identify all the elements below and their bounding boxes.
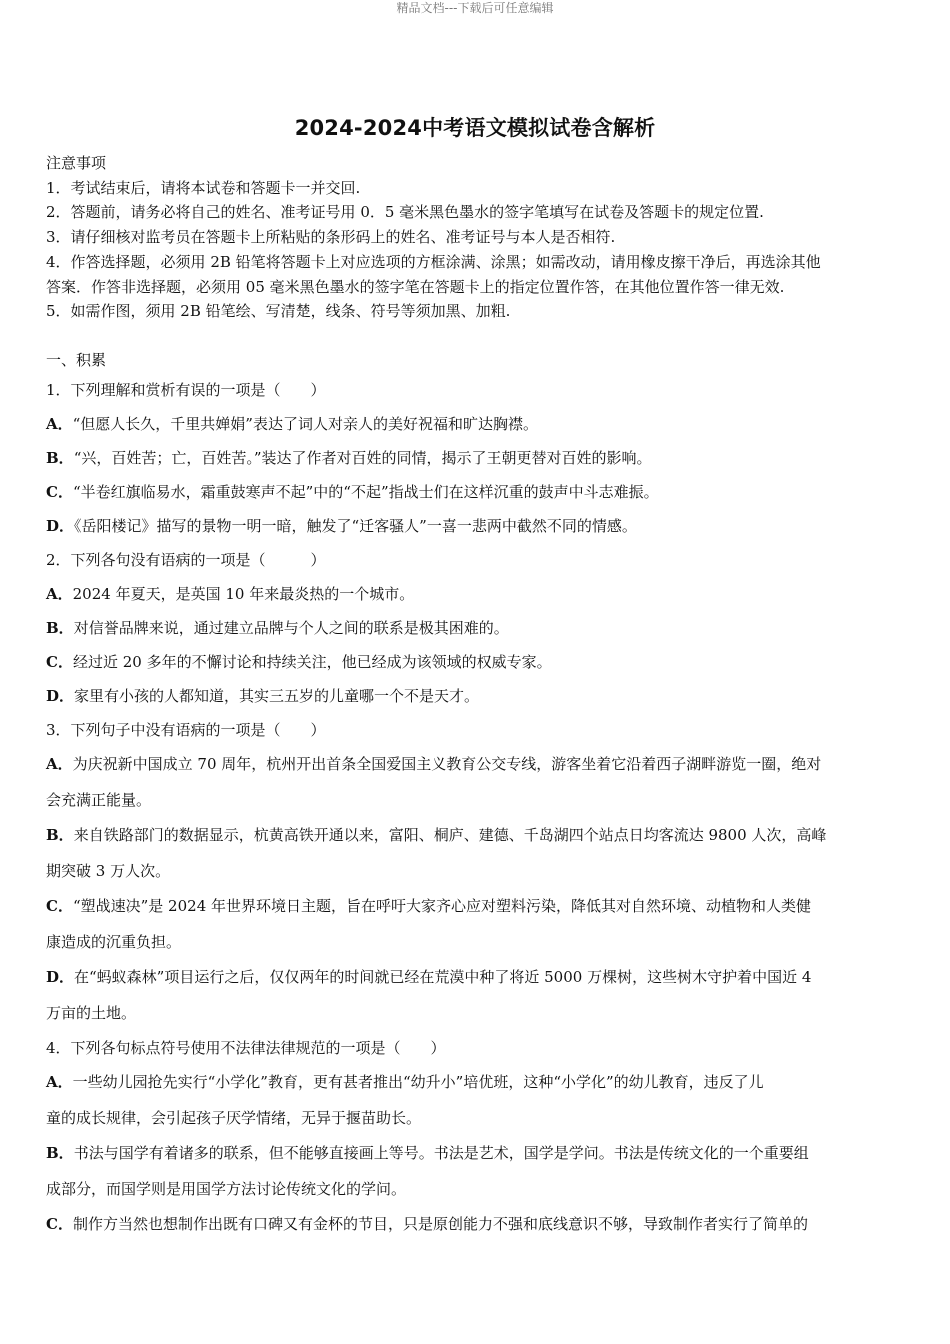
option-a <box>46 407 906 441</box>
option-letter: A． <box>46 1073 73 1091</box>
option-letter: A． <box>46 755 73 773</box>
option-text: “塑战速决”是 2024 年世界环境日主题，旨在呼吁大家齐心应对塑料污染，降低其对自然环境、动植物和人类健 <box>72 897 812 915</box>
notice-item: 3．请仔细核对监考员在答题卡上所粘贴的条形码上的姓名、准考证号与本人是否相符. <box>46 228 616 247</box>
option-text: 经过近 20 多年的不懈讨论和持续关注，他已经成为该领域的权威专家。 <box>72 653 552 671</box>
option-letter: B． <box>46 449 74 467</box>
option-c <box>46 1207 906 1243</box>
option-letter: C． <box>46 1215 73 1233</box>
option-text: 书法与国学有着诸多的联系，但不能够直接画上等号。书法是艺术，国学是学问。书法是传统文化的一个重要组 <box>73 1144 809 1162</box>
option-letter: C． <box>46 653 73 671</box>
option-d <box>46 679 906 713</box>
option-letter: D． <box>46 517 75 535</box>
option-text: 制作方当然也想制作出既有口碑又有金杯的节目，只是原创能力不强和底线意识不够，导致制作者实行了简单的 <box>72 1215 808 1233</box>
option-text-cont: 万亩的土地。 <box>46 1003 137 1022</box>
page-title: 2024-2024中考语文模拟试卷含解析 <box>294 116 656 140</box>
option-c <box>46 475 906 509</box>
option-a <box>46 1065 906 1136</box>
option-text-cont: 童的成长规律，会引起孩子厌学情绪，无异于揠苗助长。 <box>46 1108 422 1127</box>
option-b <box>46 441 906 475</box>
option-text: 一些幼儿园抢先实行“小学化”教育，更有甚者推出“幼升小”培优班，这种“小学化”的幼儿教育，违反了儿 <box>72 1073 764 1091</box>
option-letter: B． <box>46 1144 74 1162</box>
option-text: 对信誉品牌来说，通过建立品牌与个人之间的联系是极其困难的。 <box>73 619 509 637</box>
option-text: 来自铁路部门的数据显示，杭黄高铁开通以来，富阳、桐庐、建德、千岛湖四个站点日均客流达 9800 人次，高峰 <box>73 826 827 844</box>
option-text: 为庆祝新中国成立 70 周年，杭州开出首条全国爱国主义教育公交专线，游客坐着它沿着西子湖畔游览一圈，绝对 <box>72 755 822 773</box>
question-stem: 1．下列理解和赏析有误的一项是（ ） <box>46 381 326 399</box>
section-heading: 一、积累 <box>46 351 107 369</box>
option-text-cont: 成部分，而国学则是用国学方法讨论传统文化的学问。 <box>46 1179 407 1198</box>
option-letter: B． <box>46 619 74 637</box>
option-letter: A． <box>46 585 73 603</box>
notice-block <box>46 151 906 324</box>
option-text: 2024 年夏天，是英国 10 年来最炎热的一个城市。 <box>72 585 415 603</box>
option-text: 《岳阳楼记》描写的景物一明一暗，触发了“迁客骚人”一喜一悲两中截然不同的情感。 <box>74 517 637 535</box>
notice-item: 2．答题前，请务必将自己的姓名、准考证号用 0．5 毫米黑色墨水的签字笔填写在试卷及答题卡的规定位置. <box>46 203 764 222</box>
option-b <box>46 611 906 645</box>
notice-item: 答案．作答非选择题，必须用 05 毫米黑色墨水的签字笔在答题卡上的指定位置作答，在其他位置作答一律无效. <box>46 277 785 296</box>
option-letter: C． <box>46 897 73 915</box>
notice-item: 1．考试结束后，请将本试卷和答题卡一并交回. <box>46 178 361 197</box>
option-text-cont: 康造成的沉重负担。 <box>46 932 182 951</box>
option-letter: D． <box>46 968 75 986</box>
option-text: “兴，百姓苦；亡，百姓苦。”装达了作者对百姓的同情，揭示了王朝更替对百姓的影响。 <box>73 449 652 467</box>
option-b <box>46 1136 906 1207</box>
option-d <box>46 509 906 543</box>
notice-item: 5．如需作图，须用 2B 铅笔绘、写清楚，线条、符号等须加黑、加粗. <box>46 302 511 321</box>
notice-item: 4．作答选择题，必须用 2B 铅笔将答题卡上对应选项的方框涂满、涂黑；如需改动，请用橡皮擦干净后，再选涂其他 <box>46 252 821 271</box>
question-stem: 3．下列句子中没有语病的一项是（ ） <box>46 721 326 739</box>
option-text-cont: 会充满正能量。 <box>46 790 152 809</box>
question-stem: 2．下列各句没有语病的一项是（ ） <box>46 551 326 569</box>
option-b <box>46 818 906 889</box>
option-letter: B． <box>46 826 74 844</box>
option-d <box>46 960 906 1031</box>
option-text: “半卷红旗临易水，霜重鼓寒声不起”中的“不起”指战士们在这样沉重的鼓声中斗志难振。 <box>72 483 659 501</box>
option-c <box>46 645 906 679</box>
option-text: 家里有小孩的人都知道，其实三五岁的儿童哪一个不是天才。 <box>74 687 480 705</box>
option-text: 在“蚂蚁森林”项目运行之后，仅仅两年的时间就已经在荒漠中种了将近 5000 万棵树，这些树木守护着中国近 4 <box>74 968 812 986</box>
option-text-cont: 期突破 3 万人次。 <box>46 861 171 880</box>
exam-content <box>46 347 906 1243</box>
question-stem: 4．下列各句标点符号使用不法律法律规范的一项是（ ） <box>46 1039 446 1057</box>
option-a <box>46 577 906 611</box>
option-a <box>46 747 906 818</box>
watermark: 精品文档---下载后可任意编辑 <box>396 1 554 15</box>
option-letter: A． <box>46 415 73 433</box>
option-c <box>46 889 906 960</box>
option-letter: D． <box>46 687 75 705</box>
option-text: “但愿人长久，千里共婵娟”表达了词人对亲人的美好祝福和旷达胸襟。 <box>72 415 538 433</box>
option-letter: C． <box>46 483 73 501</box>
notice-heading: 注意事项 <box>46 154 107 172</box>
